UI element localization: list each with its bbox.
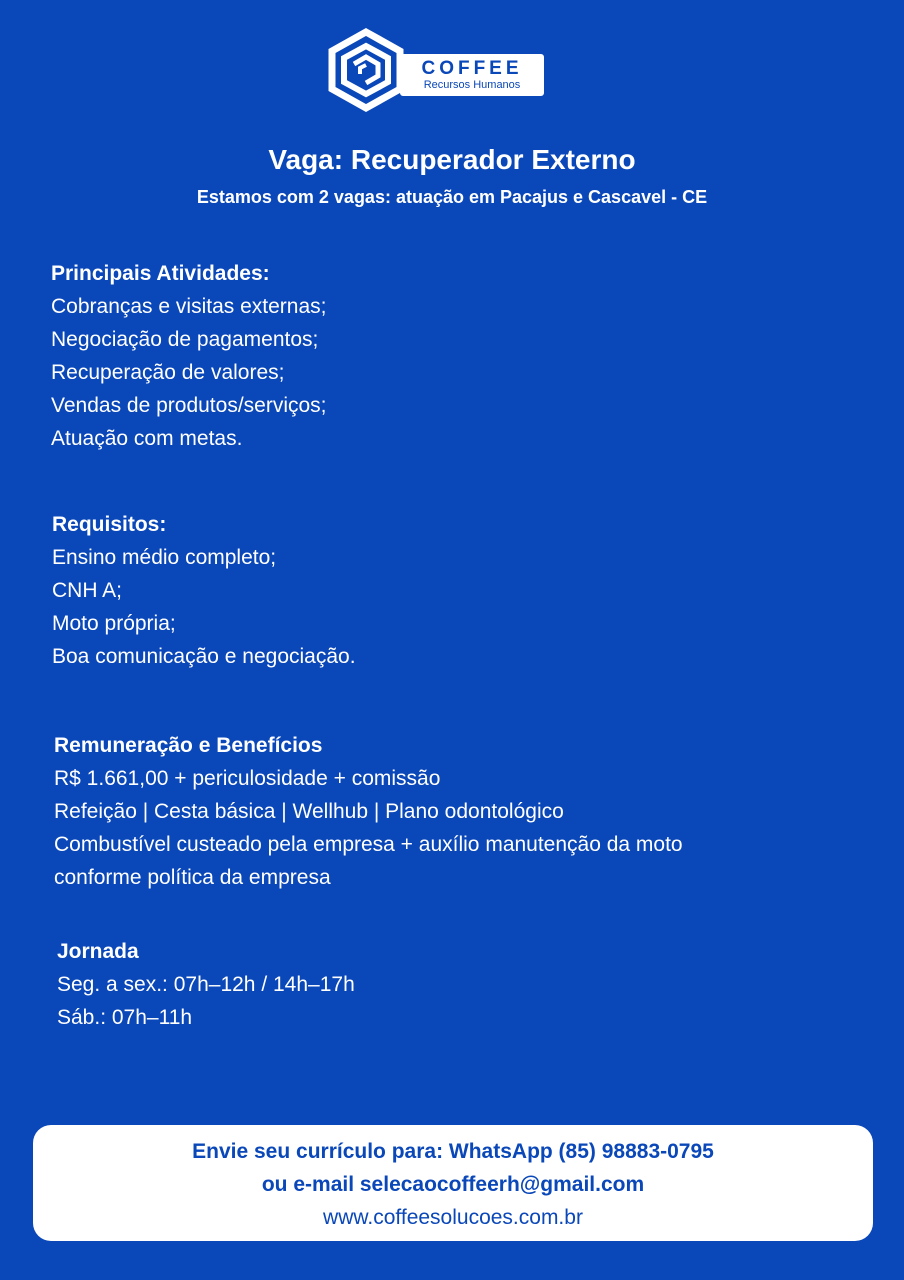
section-heading: Remuneração e Benefícios xyxy=(54,734,323,757)
contact-card xyxy=(33,1125,873,1241)
list-item: Negociação de pagamentos; xyxy=(51,328,319,351)
logo-wordmark xyxy=(400,54,544,96)
list-item: Sáb.: 07h–11h xyxy=(57,1006,193,1029)
section-heading: Jornada xyxy=(57,940,139,963)
section-atividades xyxy=(51,257,327,455)
section-jornada xyxy=(57,935,355,1034)
list-item: Ensino médio completo; xyxy=(52,546,277,569)
logo-subtitle: Recursos Humanos xyxy=(423,79,521,91)
list-item: Refeição | Cesta básica | Wellhub | Plano odontológico xyxy=(54,800,564,823)
list-item: Boa comunicação e negociação. xyxy=(52,645,356,668)
logo-name: COFFEE xyxy=(421,58,523,79)
list-item: Vendas de produtos/serviços; xyxy=(51,394,327,417)
contact-whatsapp: Envie seu currículo para: WhatsApp (85) 98883-0795 xyxy=(192,1140,714,1163)
hexagon-logo-icon xyxy=(324,28,408,112)
page-subtitle: Estamos com 2 vagas: atuação em Pacajus e Cascavel - CE xyxy=(196,187,708,207)
list-item: Seg. a sex.: 07h–12h / 14h–17h xyxy=(57,973,355,996)
page-title: Vaga: Recuperador Externo xyxy=(268,144,636,175)
brand-logo xyxy=(324,28,554,112)
list-item: CNH A; xyxy=(52,579,123,602)
section-heading: Principais Atividades: xyxy=(51,262,270,285)
website-link[interactable]: www.coffeesolucoes.com.br xyxy=(323,1206,583,1229)
section-remuneracao xyxy=(54,729,683,894)
list-item: Moto própria; xyxy=(52,612,176,635)
list-item: conforme política da empresa xyxy=(54,866,331,889)
section-requisitos xyxy=(52,508,356,673)
list-item: Combustível custeado pela empresa + auxílio manutenção da moto xyxy=(54,833,683,856)
list-item: Atuação com metas. xyxy=(51,427,243,450)
list-item: R$ 1.661,00 + periculosidade + comissão xyxy=(54,767,441,790)
section-heading: Requisitos: xyxy=(52,513,167,536)
list-item: Cobranças e visitas externas; xyxy=(51,295,327,318)
contact-email: ou e-mail selecaocoffeerh@gmail.com xyxy=(261,1173,645,1196)
list-item: Recuperação de valores; xyxy=(51,361,285,384)
